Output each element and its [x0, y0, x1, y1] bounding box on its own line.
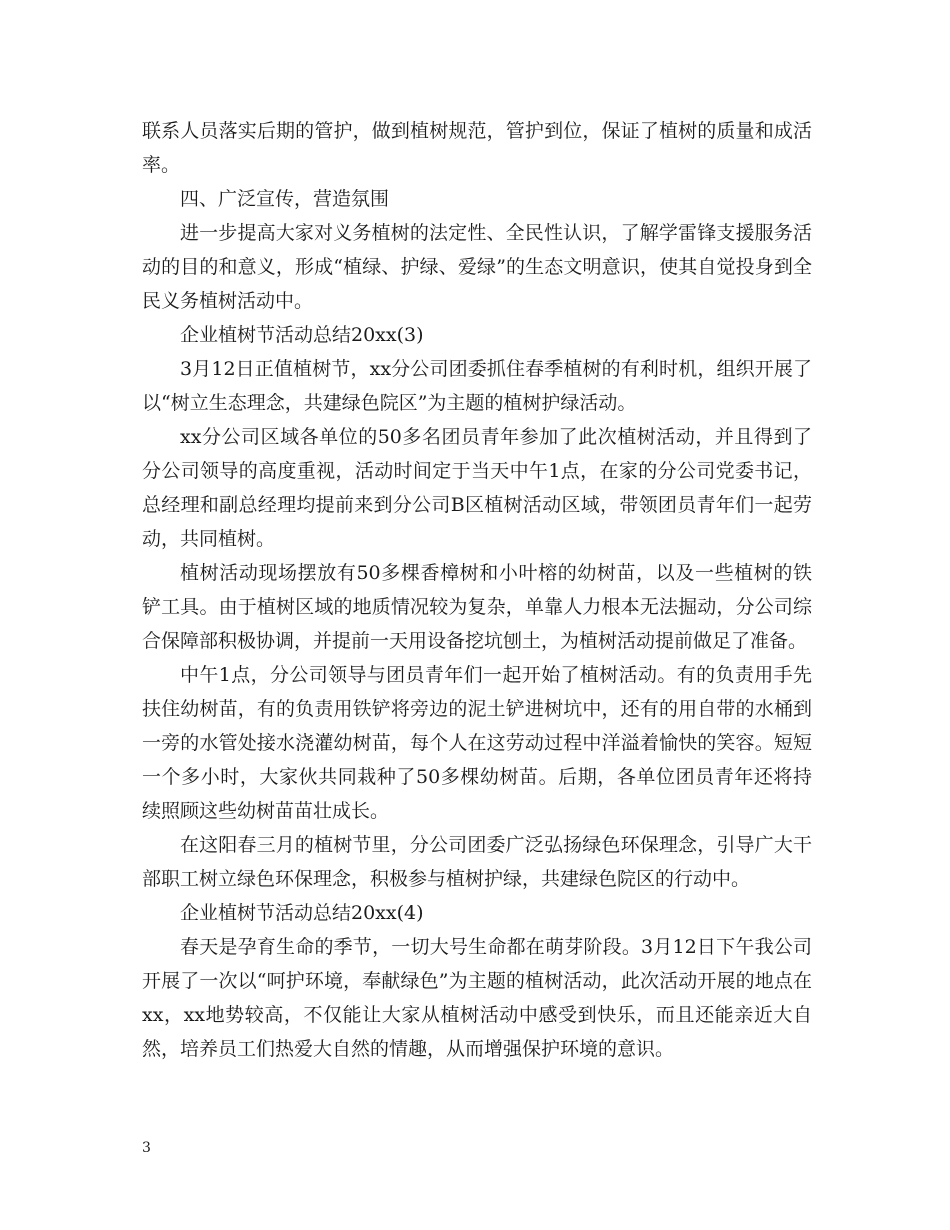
paragraph: 植树活动现场摆放有50多棵香樟树和小叶榕的幼树苗，以及一些植树的铁铲工具。由于植树区域的地质情况较为复杂，单靠人力根本无法掘动，分公司综合保障部积极协调，并提前一天用设备挖坑刨土，为植树活动提前做足了准备。 — [142, 562, 812, 652]
paragraph: 3月12日正值植树节，xx分公司团委抓住春季植树的有利时机，组织开展了以“树立生态理念，共建绿色院区”为主题的植树护绿活动。 — [142, 358, 812, 414]
paragraph: 进一步提高大家对义务植树的法定性、全民性认识，了解学雷锋支援服务活动的目的和意义，形成“植绿、护绿、爱绿”的生态文明意识，使其自觉投身到全民义务植树活动中。 — [142, 222, 812, 312]
paragraph: 中午1点，分公司领导与团员青年们一起开始了植树活动。有的负责用手先扶住幼树苗，有的负责用铁铲将旁边的泥土铲进树坑中，还有的用自带的水桶到一旁的水管处接水浇灌幼树苗，每个人在这劳动过程中洋溢着愉快的笑容。短短一个多小时，大家伙共同栽种了50多棵幼树苗。后期，各单位团员青年还将持续照顾这些幼树苗苗壮成长。 — [142, 664, 812, 822]
document-body — [142, 114, 812, 1066]
section-title: 企业植树节活动总结20xx(4) — [180, 902, 424, 924]
paragraph: 联系人员落实后期的管护，做到植树规范，管护到位，保证了植树的质量和成活率。 — [142, 120, 812, 176]
page-number: 3 — [142, 1140, 151, 1156]
paragraph: xx分公司区域各单位的50多名团员青年参加了此次植树活动，并且得到了分公司领导的高度重视，活动时间定于当天中午1点，在家的分公司党委书记，总经理和副总经理均提前来到分公司B区植树活动区域，带领团员青年们一起劳动，共同植树。 — [142, 426, 812, 550]
paragraph: 在这阳春三月的植树节里，分公司团委广泛弘扬绿色环保理念，引导广大干部职工树立绿色环保理念，积极参与植树护绿，共建绿色院区的行动中。 — [142, 834, 812, 890]
section-title: 企业植树节活动总结20xx(3) — [180, 324, 424, 346]
paragraph: 春天是孕育生命的季节，一切大号生命都在萌芽阶段。3月12日下午我公司开展了一次以“呵护环境，奉献绿色”为主题的植树活动，此次活动开展的地点在xx，xx地势较高，不仅能让大家从植树活动中感受到快乐，而且还能亲近大自然，培养员工们热爱大自然的情趣，从而增强保护环境的意识。 — [142, 936, 812, 1060]
section-heading: 四、广泛宣传，营造氛围 — [180, 188, 390, 210]
